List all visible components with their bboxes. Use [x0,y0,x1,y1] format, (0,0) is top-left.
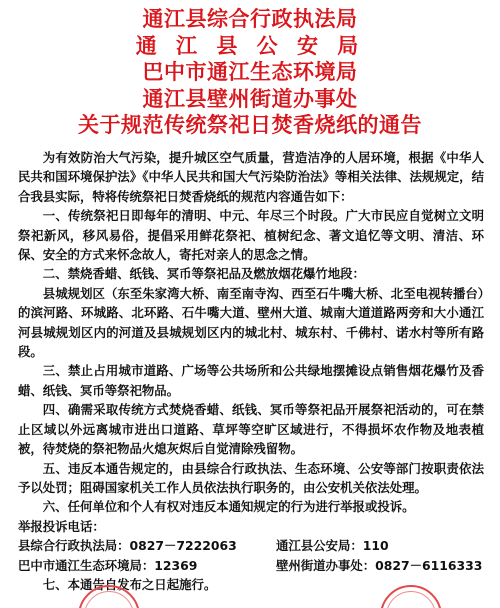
contact-street-office: 壁州街道办事处：0827－6116333 [276,557,483,573]
clause-1-paragraph: 一、传统祭祀日即每年的清明、中元、年尽三个时段。广大市民应自觉树立文明祭祀新风，移风易俗，提倡采用鲜花祭祀、植树纪念、著文追忆等文明、清洁、环保、安全的方式来怀念故人，寄托对亲人的思念之情。 [18,208,484,263]
notice-header [0,6,500,139]
notice-title: 关于规范传统祭祀日焚香烧纸的通告 [78,112,422,137]
contact-row [18,556,484,575]
clause-6-paragraph: 六、任何单位和个人有权对违反本通知规定的行为进行举报或投诉。 [42,499,415,515]
clause-2-heading: 二、禁烧香蜡、纸钱、冥币等祭祀品及燃放烟花爆竹地段： [42,266,365,282]
clause-7-paragraph: 七、本通告自发布之日起施行。 [42,576,217,592]
issuer-line-public-security: 通 江 县 公 安 局 [135,32,365,58]
contact-public-security: 通江县公安局：110 [276,538,389,554]
contact-ecology-environment: 巴中市通江生态环境局：12369 [18,557,198,573]
issuer-line-street-office: 通江县壁州街道办事处 [142,85,358,111]
issuer-line-ecology-environment: 巴中市通江生态环境局 [142,59,358,84]
clause-3-paragraph: 三、禁止占用城市道路、广场等公共场所和公共绿地摆摊设点销售烟花爆竹及香蜡、纸钱、冥币等祭祀物品。 [18,363,484,398]
official-seals [0,585,500,608]
issuer-line-law-enforcement: 通江县综合行政执法局 [142,6,358,31]
hotline-title: 举报投诉电话： [18,518,105,534]
notice-body [18,148,484,594]
contact-law-enforcement: 县综合行政执法局：0827－7222063 [18,538,237,554]
official-seal-icon [380,585,442,608]
clause-5-paragraph: 五、违反本通告规定的，由县综合行政执法、生态环境、公安等部门按职责依法予以处罚；阻碍国家机关工作人员依法执行职务的，由公安机关依法处理。 [18,460,484,495]
intro-paragraph: 为有效防治大气污染，提升城区空气质量，营造洁净的人居环境，根据《中华人民共和国环境保护法》《中华人民共和国大气污染防治法》等相关法律、法规规定，结合我县实际，特将传统祭祀日焚香烧纸的规范内容通告如下： [18,150,484,204]
contact-row [18,536,484,555]
official-seal-icon [78,585,140,608]
clause-4-paragraph: 四、确需采取传统方式焚烧香蜡、纸钱、冥币等祭祀品开展祭祀活动的，可在禁止区域以外远离城市进出口道路、草坪等空旷区域进行，不得损坏农作物及地表植被，待焚烧的祭祀物品火熄灰烬后自觉清除残留物。 [18,402,484,457]
clause-2-scope-paragraph: 县城规划区（东至朱家湾大桥、南至南寺沟、西至石牛嘴大桥、北至电视转播台）的滨河路、环城路、北环路、石牛嘴大道、壁州大道、城南大道道路两旁和大小通江河县城规划区内的河道及县城规划区内的城北村、城东村、千佛村、诺水村等所有路段。 [18,285,484,360]
